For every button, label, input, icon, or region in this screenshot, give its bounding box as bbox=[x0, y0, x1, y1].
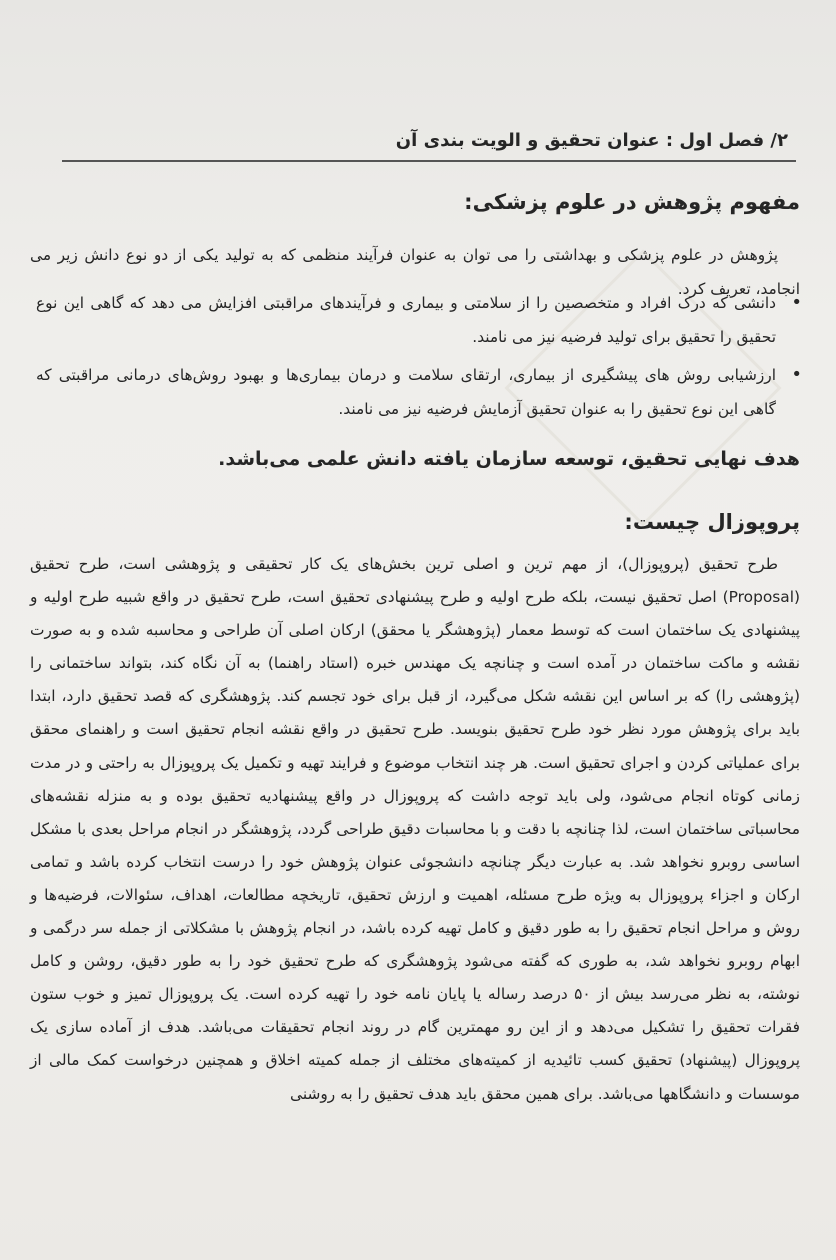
section-heading-research-concept: مفهوم پژوهش در علوم پزشکی: bbox=[464, 190, 800, 214]
list-item bbox=[36, 358, 802, 426]
list-item bbox=[36, 286, 802, 354]
chapter-title: ۲/ فصل اول : عنوان تحقیق و الویت بندی آن bbox=[395, 130, 788, 151]
proposal-paragraph: طرح تحقیق (پروپوزال)، از مهم ترین و اصلی ترین بخش‌های یک کار تحقیقی و پژوهشی است، طرح تحقیق (Proposal) اصل تحقیق نیست، بلکه طرح اولیه و طرح پیشنهادی تحقیق است، طرح تحقیق در واقع شبیه طرح اولیه و پیشنهادی یک ساختمان است که توسط معمار (پژوهشگر یا محقق) ارکان اصلی آن طراحی و محاسبه شده و به صورت نقشه و ماکت ساختمان در آمده است و چنانچه یک مهندس خبره (استاد راهنما) به آن نگاه کند، بتواند ساختمانی را (پژوهشی را) که بر اساس این نقشه شکل می‌گیرد، از قبل برای خود تجسم کند. پژوهشگری که قصد تحقیق دارد، ابتدا باید برای پژوهش مورد نظر خود طرح تحقیق بنویسد. طرح تحقیق در واقع نقشه انجام تحقیق است و راهنمای محقق برای عملیاتی کردن و اجرای تحقیق است. هر چند انتخاب موضوع و فرایند تهیه و تکمیل یک پروپوزال به راحتی و در مدت زمانی کوتاه انجام می‌شود، ولی باید توجه داشت که پروپوزال در واقع پیشنهادیه تحقیق بوده و به منزله نقشه‌های محاسباتی ساختمان است، لذا چنانچه با دقت و با محاسبات دقیق طراحی گردد، پژوهشگر در انجام مراحل بعدی با مشکل اساسی روبرو نخواهد شد. به عبارت دیگر چنانچه دانشجوئی عنوان پژوهش خود را درست انتخاب کرده باشد و تمامی ارکان و اجزاء پروپوزال به ویژه طرح مسئله، اهمیت و ارزش تحقیق، تاریخچه مطالعات، اهداف، سئوالات، فرضیه‌ها و روش و مراحل انجام تحقیق را به طور دقیق و کامل تهیه کرده باشد، در انجام پژوهش با مشکلاتی از جمله سر درگمی و ابهام روبرو نخواهد شد، به طوری که گفته می‌شود پژوهشگری که طرح تحقیق خود را به طور دقیق، روشن و کامل نوشته، به نظر می‌رسد بیش از ۵۰ درصد رساله یا پایان نامه خود را تهیه کرده است. یک پروپوزال تمیز و خوب ستون فقرات تحقیق را تشکیل می‌دهد و از این رو مهمترین گام در روند انجام تحقیقات می‌باشد. هدف از آماده سازی یک پروپوزال (پیشنهاد) تحقیق کسب تائیدیه از کمیته‌های مختلف از جمله کمیته اخلاق و همچنین درخواست کمک مالی از موسسات و دانشگاهها می‌باشد. برای همین محقق باید هدف تحقیق را به روشنی bbox=[30, 555, 800, 1103]
knowledge-type-list bbox=[36, 286, 802, 430]
bullet-icon: • bbox=[791, 292, 802, 313]
running-header bbox=[62, 118, 796, 162]
list-item-text: ارزشیابی روش های پیشگیری از بیماری، ارتقای سلامت و درمان بیماری‌ها و بهبود روش‌های درمانی مراقبتی که گاهی این نوع تحقیق را به عنوان تحقیق آزمایش فرضیه نیز می نامند. bbox=[36, 366, 776, 418]
list-item-text: دانشی که درک افراد و متخصصین را از سلامتی و بیماری و فرآیندهای مراقبتی افزایش می دهد که گاهی این نوع تحقیق را تحقیق برای تولید فرضیه نیز می نامند. bbox=[36, 294, 776, 346]
section-heading-proposal: پروپوزال چیست: bbox=[624, 510, 800, 534]
research-goal-statement: هدف نهایی تحقیق، توسعه سازمان یافته دانش علمی می‌باشد. bbox=[218, 448, 800, 470]
bullet-icon: • bbox=[791, 364, 802, 385]
intro-paragraph: پژوهش در علوم پزشکی و بهداشتی را می توان به عنوان فرآیند منظمی که به تولید یکی از دو نوع دانش زیر می انجامد، تعریف کرد. bbox=[30, 246, 800, 298]
